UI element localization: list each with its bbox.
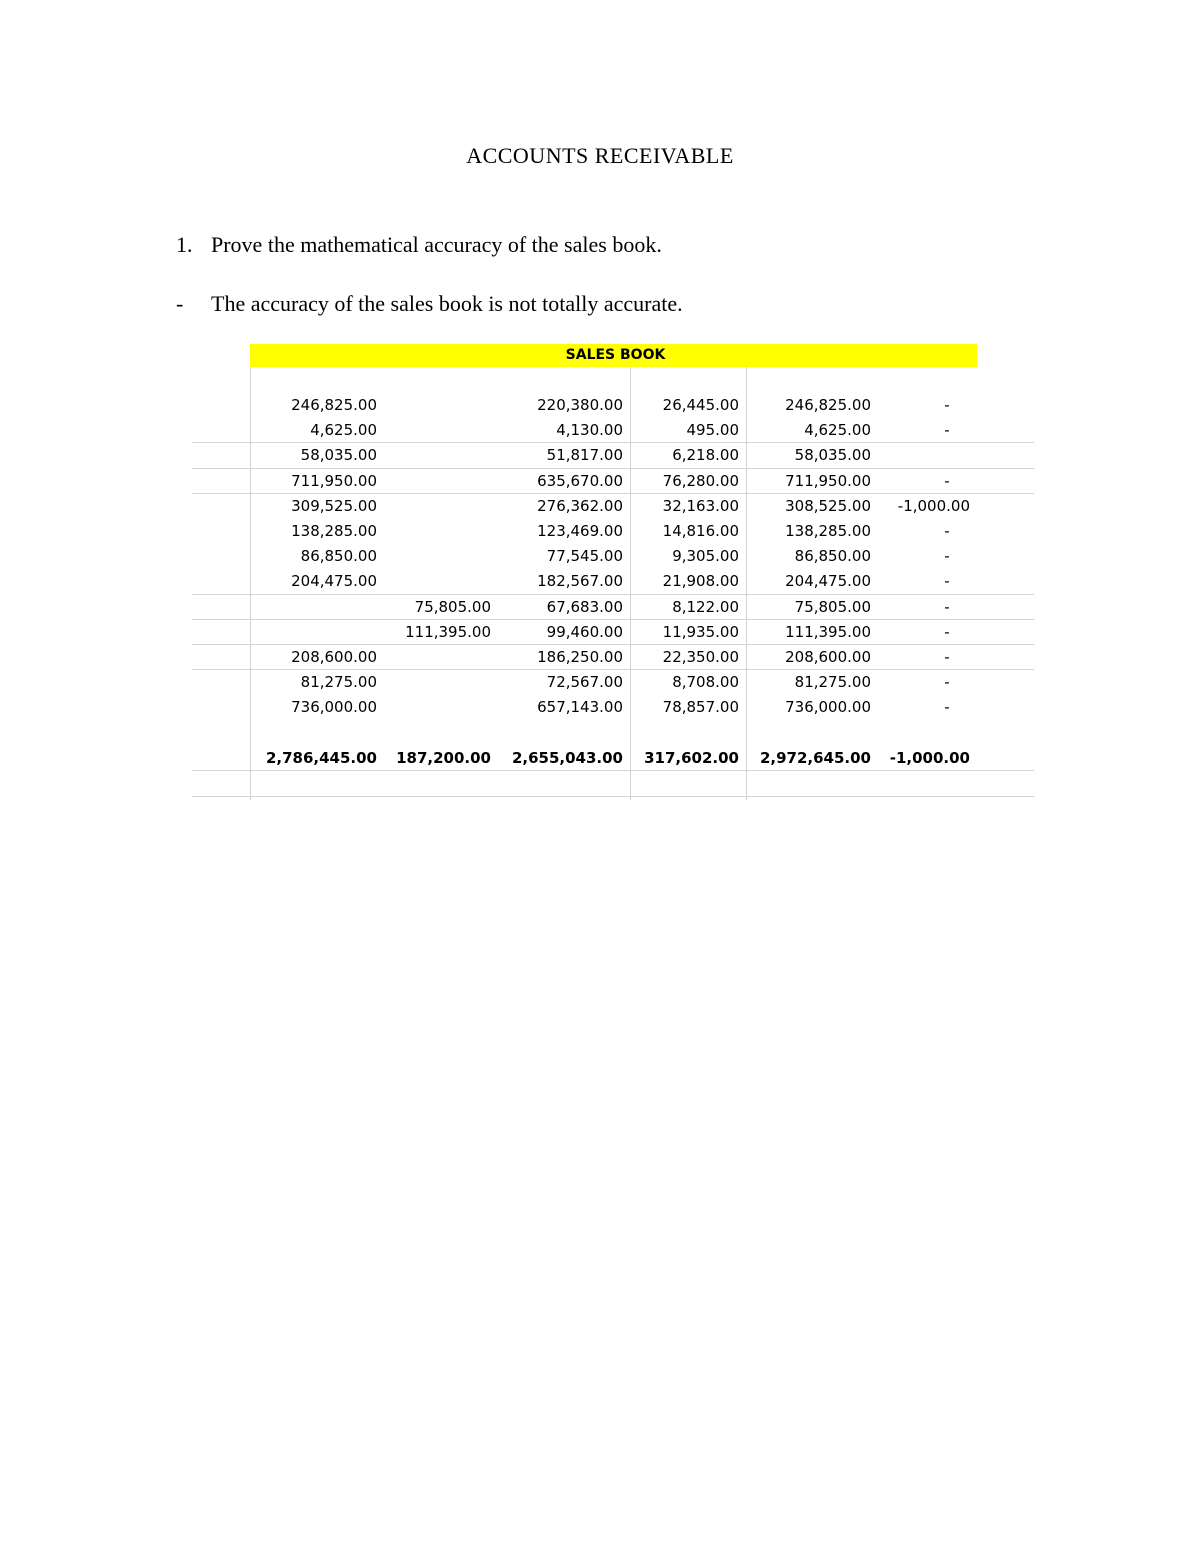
table-row-variance-dash: - xyxy=(944,622,950,641)
table-row-amount-cell: 4,130.00 xyxy=(556,421,623,440)
totals-row-variance-cell: -1,000.00 xyxy=(889,748,970,767)
table-row-variance-dash: - xyxy=(944,597,950,616)
table-row-amount-cell: 138,285.00 xyxy=(785,522,871,540)
table-row-variance-dash: - xyxy=(944,421,950,440)
table-row-amount-cell: 276,362.00 xyxy=(537,496,623,515)
table-row-amount-cell: 204,475.00 xyxy=(291,572,377,591)
totals-row-amount-cell: 317,602.00 xyxy=(644,748,739,767)
sales-book-title: SALES BOOK xyxy=(565,347,666,363)
table-row-amount-cell: 81,275.00 xyxy=(300,673,377,692)
table-row-amount-cell: 9,305.00 xyxy=(672,547,739,566)
table-row-variance-dash: - xyxy=(944,648,950,666)
sales-book-header xyxy=(250,344,977,367)
table-row-amount-cell: 21,908.00 xyxy=(662,572,739,591)
table-row-amount-cell: 14,816.00 xyxy=(662,522,739,540)
table-row-amount-cell: 67,683.00 xyxy=(546,597,623,616)
table-row-amount-cell: 81,275.00 xyxy=(794,673,871,692)
table-row-variance-dash: - xyxy=(944,673,950,692)
table-row-amount-cell: 86,850.00 xyxy=(794,547,871,566)
table-row-variance-dash: - xyxy=(944,572,950,591)
table-row-variance-cell: -1,000.00 xyxy=(897,496,970,515)
table-row-amount-cell: 26,445.00 xyxy=(662,396,739,414)
table-row-amount-cell: 4,625.00 xyxy=(310,421,377,440)
table-row-amount-cell: 75,805.00 xyxy=(794,597,871,616)
table-row-amount-cell: 657,143.00 xyxy=(537,698,623,717)
table-row-amount-cell: 204,475.00 xyxy=(785,572,871,591)
table-row-variance-dash: - xyxy=(944,522,950,540)
document-title: ACCOUNTS RECEIVABLE xyxy=(466,143,734,168)
table-row-amount-cell: 182,567.00 xyxy=(537,572,623,591)
table-row-amount-cell: 246,825.00 xyxy=(785,396,871,414)
totals-row-amount-cell: 187,200.00 xyxy=(396,748,491,767)
table-row-amount-cell: 22,350.00 xyxy=(662,648,739,666)
table-row-amount-cell: 86,850.00 xyxy=(300,547,377,566)
column-gridline xyxy=(250,367,251,800)
table-row-amount-cell: 77,545.00 xyxy=(546,547,623,566)
table-row-amount-cell: 736,000.00 xyxy=(785,698,871,717)
table-row-amount-cell: 111,395.00 xyxy=(785,622,871,641)
table-row-amount-cell: 246,825.00 xyxy=(291,396,377,414)
table-row-amount-cell: 76,280.00 xyxy=(662,471,739,490)
table-row-amount-cell: 736,000.00 xyxy=(291,698,377,717)
table-row-amount-cell: 72,567.00 xyxy=(546,673,623,692)
answer-text: The accuracy of the sales book is not totally accurate. xyxy=(211,291,683,316)
table-row-amount-cell: 78,857.00 xyxy=(662,698,739,717)
table-row-amount-cell: 4,625.00 xyxy=(804,421,871,440)
table-row-amount-cell: 99,460.00 xyxy=(546,622,623,641)
table-row-amount-cell: 495.00 xyxy=(686,421,739,440)
table-row-amount-cell: 8,708.00 xyxy=(672,673,739,692)
table-row-amount-cell: 32,163.00 xyxy=(662,496,739,515)
answer-bullet: - xyxy=(176,291,184,316)
table-row-amount-cell: 138,285.00 xyxy=(291,522,377,540)
table-row-amount-cell: 220,380.00 xyxy=(537,396,623,414)
question-number: 1. xyxy=(176,232,193,257)
table-row-variance-dash: - xyxy=(944,698,950,717)
table-row-variance-dash: - xyxy=(944,396,950,414)
table-row-amount-cell: 186,250.00 xyxy=(537,648,623,666)
row-gridline xyxy=(192,796,1034,797)
column-gridline xyxy=(746,367,747,800)
table-row-variance-dash: - xyxy=(944,547,950,566)
table-row-amount-cell: 123,469.00 xyxy=(537,522,623,540)
table-row-amount-cell: 75,805.00 xyxy=(414,597,491,616)
table-row-variance-dash: - xyxy=(944,471,950,490)
table-row-amount-cell: 635,670.00 xyxy=(537,471,623,490)
table-row-amount-cell: 309,525.00 xyxy=(291,496,377,515)
table-row-amount-cell: 51,817.00 xyxy=(546,446,623,465)
table-row-amount-cell: 711,950.00 xyxy=(785,471,871,490)
table-row-amount-cell: 711,950.00 xyxy=(291,471,377,490)
table-row-amount-cell: 58,035.00 xyxy=(300,446,377,465)
question-text: Prove the mathematical accuracy of the sales book. xyxy=(211,232,662,257)
table-row-amount-cell: 308,525.00 xyxy=(785,496,871,515)
table-row-amount-cell: 208,600.00 xyxy=(785,648,871,666)
table-row-amount-cell: 6,218.00 xyxy=(672,446,739,465)
table-row-amount-cell: 58,035.00 xyxy=(794,446,871,465)
table-row-amount-cell: 111,395.00 xyxy=(405,622,491,641)
totals-row-amount-cell: 2,655,043.00 xyxy=(511,748,623,767)
table-row-amount-cell: 8,122.00 xyxy=(672,597,739,616)
table-row-amount-cell: 208,600.00 xyxy=(291,648,377,666)
totals-row-amount-cell: 2,972,645.00 xyxy=(759,748,871,767)
totals-row-amount-cell: 2,786,445.00 xyxy=(265,748,377,767)
table-row-amount-cell: 11,935.00 xyxy=(662,622,739,641)
